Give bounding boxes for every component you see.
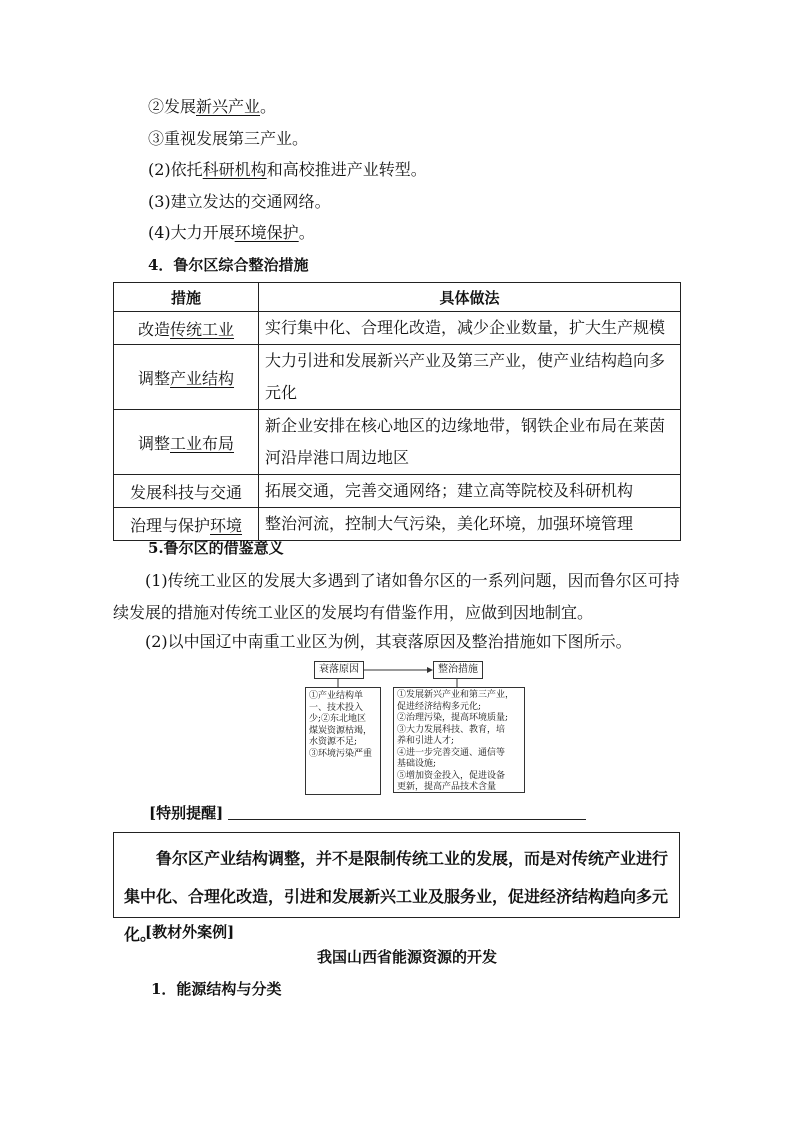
table-header: 具体做法 bbox=[259, 283, 681, 312]
measure-cell: 调整工业布局 bbox=[114, 410, 259, 475]
detail-cell: 整治河流，控制大气污染，美化环境，加强环境管理 bbox=[259, 508, 681, 541]
list-item: ③重视发展第三产业。 bbox=[148, 129, 309, 148]
table-row bbox=[114, 345, 681, 410]
table-row bbox=[114, 475, 681, 508]
case-subtitle: 1．能源结构与分类 bbox=[151, 980, 282, 998]
table-header-row bbox=[114, 283, 681, 312]
table-row bbox=[114, 410, 681, 475]
diagram-right-box: ①发展新兴产业和第三产业， 促进经济结构多元化; ②治理污染，提高环境质量; ③大力发展科技、教育，培 养和引进人才; ④进一步完善交通、通信等 基础设施; ⑤增加资金投入，促进设备 更新，提高产品技术含量 bbox=[393, 687, 525, 793]
case-title: 我国山西省能源资源的开发 bbox=[317, 948, 498, 966]
measure-cell: 改造传统工业 bbox=[114, 312, 259, 345]
list-item: (3)建立发达的交通网络。 bbox=[148, 192, 331, 211]
table-row bbox=[114, 508, 681, 541]
detail-cell: 大力引进和发展新兴产业及第三产业，使产业结构趋向多元化 bbox=[259, 345, 681, 410]
section-4-title: 4．鲁尔区综合整治措施 bbox=[148, 256, 309, 274]
list-item: (2)依托科研机构和高校推进产业转型。 bbox=[148, 160, 427, 179]
diagram-left-header: 衰落原因 bbox=[314, 661, 364, 679]
detail-cell: 拓展交通，完善交通网络；建立高等院校及科研机构 bbox=[259, 475, 681, 508]
tip-label: [特别提醒] bbox=[149, 804, 224, 822]
table-header: 措施 bbox=[114, 283, 259, 312]
measure-cell: 治理与保护环境 bbox=[114, 508, 259, 541]
tip-callout: 鲁尔区产业结构调整，并不是限制传统工业的发展，而是对传统产业进行集中化、合理化改造，引进和发展新兴工业及服务业，促进经济结构趋向多元化。 bbox=[113, 832, 680, 918]
section-5-paragraph-1: (1)传统工业区的发展大多遇到了诸如鲁尔区的一系列问题，因而鲁尔区可持续发展的措施对传统工业区的发展均有借鉴作用，应做到因地制宜。 bbox=[113, 571, 680, 622]
tip-label-underline bbox=[228, 819, 586, 820]
measure-cell: 调整产业结构 bbox=[114, 345, 259, 410]
measure-cell: 发展科技与交通 bbox=[114, 475, 259, 508]
section-5-paragraph-2: (2)以中国辽中南重工业区为例，其衰落原因及整治措施如下图所示。 bbox=[145, 632, 632, 651]
decline-measures-diagram bbox=[305, 661, 525, 791]
list-item: (4)大力开展环境保护。 bbox=[148, 223, 315, 242]
diagram-right-header: 整治措施 bbox=[433, 661, 483, 679]
case-label: [教材外案例] bbox=[145, 923, 235, 941]
detail-cell: 新企业安排在核心地区的边缘地带，钢铁企业布局在莱茵河沿岸港口周边地区 bbox=[259, 410, 681, 475]
measures-table bbox=[113, 282, 681, 541]
list-item: ②发展新兴产业。 bbox=[148, 97, 277, 116]
diagram-left-box: ①产业结构单 一、技术投入 少;②东北地区 煤炭资源枯竭， 水资源不足; ③环境污染严重 bbox=[305, 687, 381, 795]
table-row bbox=[114, 312, 681, 345]
detail-cell: 实行集中化、合理化改造，减少企业数量，扩大生产规模 bbox=[259, 312, 681, 345]
section-5-title: 5.鲁尔区的借鉴意义 bbox=[148, 539, 284, 557]
